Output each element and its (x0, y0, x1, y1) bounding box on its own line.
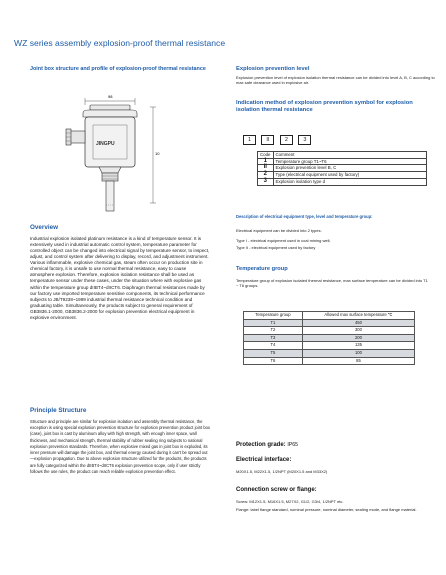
explosion-level-heading: Explosion prevention level (236, 66, 310, 72)
explosion-level-text: Explosion prevention level of explosion isolation thermal resistance can be divided into level A, B, C according to max safe clearance used in explosive air. (236, 75, 435, 86)
electrical-interface-text: M20X1.5, M22X1.5, 1/2NPT (M20X1.5 and M33X2) (236, 469, 328, 474)
description-heading: Description of electrical equipment type, level and temperature group: (236, 214, 373, 219)
principle-text: Structure and principle are similar for explosion isolation and assembly thermal resistance, the exception is using special explosion prevention structure for explosion prevention product joint box (case), joint box is cast by aluminum alloy with high strength, with enough inner space, wall thickness, and mechanical strength, thermal stability of rubber sealing ring subjects to national explosion prevention standards. Therefore, when explosive mixed gas in joint box is exploded, its inner pressure will damage the joint box, and thermal energy caused during it can't be spread out—explosion propagation. Due to above explosion structure utilized for the products, the products are fully categorized within the dIIBT4~dIICT6 explosion prevention scope, only if user strictly follows the use rules, the product can reach reliable explosion prevention effect. (30, 419, 210, 474)
code-box: 2 (280, 135, 293, 145)
comment-cell: Type (electrical equipment used by factory) (273, 172, 427, 179)
table-row (258, 158, 427, 165)
temperature-group-heading: Temperature group (236, 266, 288, 272)
connection-heading: Connection screw or flange: (236, 487, 317, 493)
comment-header: Comment (273, 152, 427, 159)
table-row (258, 178, 427, 185)
table-row (244, 334, 415, 342)
code-cell: 3 (258, 178, 274, 185)
temp-cell: 300 (302, 327, 414, 335)
code-header: Code (258, 152, 274, 159)
max-temp-header: Allowed max surface temperature ℃ (302, 312, 414, 320)
electrical-interface-heading: Electrical interface: (236, 457, 292, 463)
protection-value: IP65 (287, 442, 299, 448)
brand-label: JINGPU (96, 141, 115, 147)
code-box: II (261, 135, 274, 145)
connection-screw-text: Screw: M12X1.5, M16X1.5, M27X2, G1/2, G3/4, 1/2NPT etc. (236, 499, 344, 504)
group-cell: T6 (244, 357, 303, 365)
temp-cell: 85 (302, 357, 414, 365)
principle-heading: Principle Structure (30, 407, 87, 414)
group-header: Temperature group (244, 312, 303, 320)
height-label: 10 (155, 151, 160, 156)
temp-cell: 100 (302, 349, 414, 357)
joint-box-drawing (55, 93, 165, 213)
table-header-row (258, 152, 427, 159)
code-cell: 1 (258, 158, 274, 165)
joint-box-heading: Joint box structure and profile of explosion-proof thermal resistance (30, 66, 206, 72)
description-line: Type I - electrical equipment used in coal mining well; (236, 238, 331, 243)
table-row (258, 165, 427, 172)
code-cell: 2 (258, 172, 274, 179)
temperature-group-text: Temperature group of explosion isolated thermal resistance, max surface temperature can be divided into T1 ~ T6 groups. (236, 278, 428, 289)
group-cell: T1 (244, 319, 303, 327)
comment-cell: Explosion isolation type d (273, 178, 427, 185)
code-box: 3 (298, 135, 311, 145)
group-cell: T2 (244, 327, 303, 335)
protection-label: Protection grade: (236, 442, 286, 448)
code-box: 1 (243, 135, 256, 145)
comment-cell: Explosion prevention level B, C (273, 165, 427, 172)
overview-text: Industrial explosion isolated platinum resistance is a kind of temperature sensor. It is extensively used in industrial automatic control system, temperature parameter for controlled object can be changed into electrical signal by temperature sensor, to inspect, adjust, and control system after delivering to display, record, and adjustment instrument. Various inflammable, explosive chemical gas, steam often occur on production site in chemical factory, it is unsafe to use normal thermal resistance, easy to cause atmosphere explosion. Therefore, explosion isolation resistance shall be used as temperature sensor under these cases, under the situation where with explosive gas within the temperature group dIIBT4~dIICT6. Diaphragm thermal resistances made by our factory use imported temperature sensitive components, its technical performance subjects to JB/T9238~1999 industrial thermal resistance technical condition and graduating table. Simultaneously, the products subject to general requirement of GB3836.1-2000, GB3836.2-2000 for explosion prevention electrical equipment in explosive environment. (30, 236, 210, 320)
indication-heading: Indication method of explosion prevention symbol for explosion isolation thermal resistance (236, 100, 413, 113)
description-line: Type II - electrical equipment used by factory (236, 245, 316, 250)
code-table (257, 151, 427, 186)
temp-cell: 450 (302, 319, 414, 327)
group-cell: T5 (244, 349, 303, 357)
table-row (244, 327, 415, 335)
table-row (244, 349, 415, 357)
protection-grade (236, 442, 298, 448)
connection-flange-text: Flange: label flange standard, nominal pressure, nominal diameter, sealing mode, and flange material. (236, 507, 417, 512)
temperature-table (243, 311, 415, 365)
table-row (244, 357, 415, 365)
group-cell: T4 (244, 342, 303, 350)
comment-cell: Temperature group T1~T6 (273, 158, 427, 165)
symbol-code-boxes (243, 131, 312, 141)
table-row (244, 319, 415, 327)
temp-cell: 200 (302, 334, 414, 342)
width-label: 98 (108, 94, 113, 99)
page-title: WZ series assembly explosion-proof thermal resistance (14, 38, 226, 48)
group-cell: T3 (244, 334, 303, 342)
table-row (258, 172, 427, 179)
code-cell: II (258, 165, 274, 172)
temp-cell: 135 (302, 342, 414, 350)
table-row (244, 342, 415, 350)
description-line: Electrical equipment can be divided into 2 types: (236, 228, 322, 233)
overview-heading: Overview (30, 224, 59, 231)
table-header-row (244, 312, 415, 320)
